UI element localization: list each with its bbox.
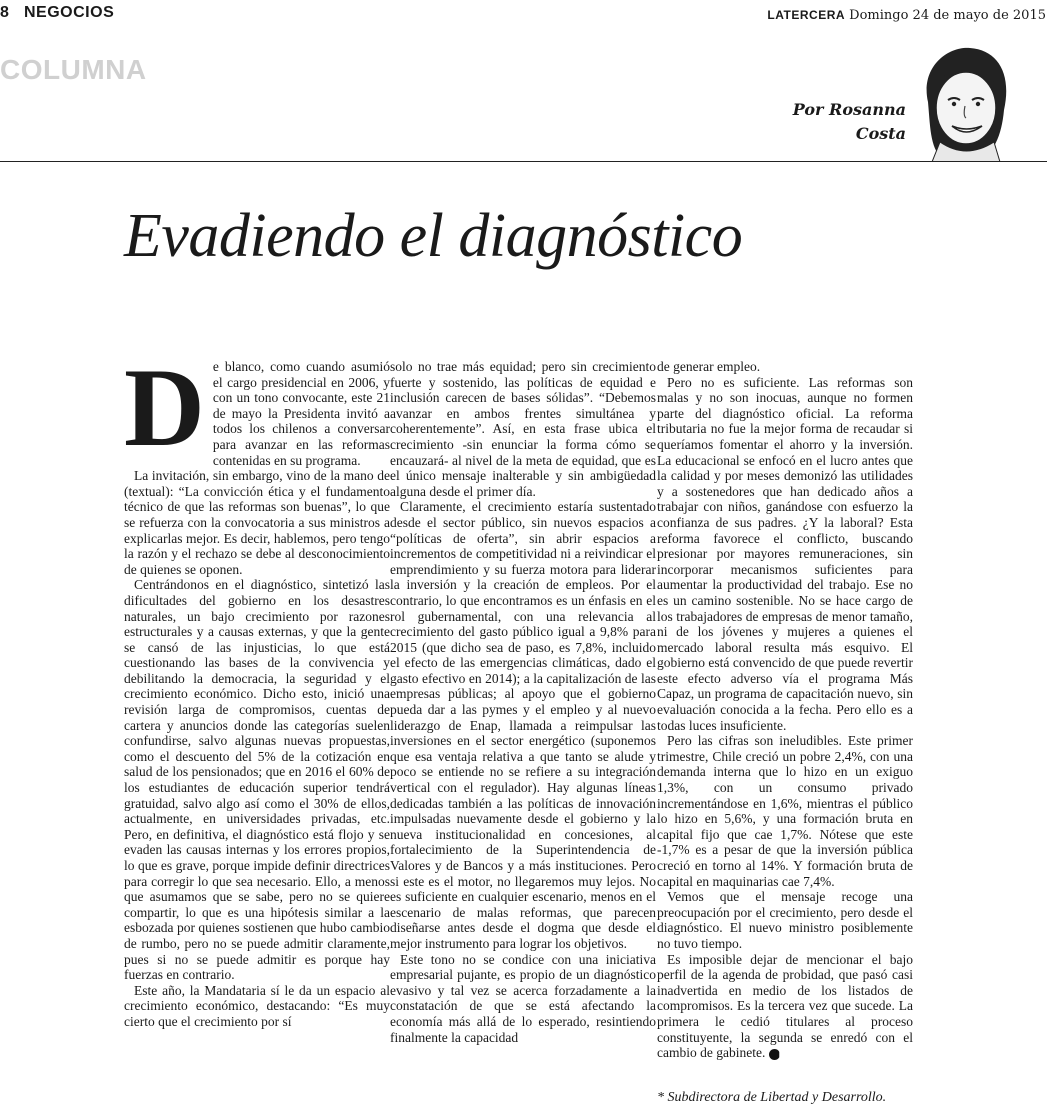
article-headline: Evadiendo el diagnóstico bbox=[124, 202, 743, 270]
page-header bbox=[0, 0, 1058, 28]
paragraph: Pero las cifras son ineludibles. Este primer trimestre, Chile creció un pobre 2,4%, con una demanda interna que lo hizo en un exiguo 1,3%, con un consumo privado incrementándose en 1,6%, mientras el público lo hizo en 5,6%, y una formación bruta en capital fijo que cae 1,7%. Nótese que este -1,7% es a pesar de que la inversión pública creció en torno al 14%. Y formación bruta de capital en maquinarias cae 7,4%. bbox=[657, 733, 913, 889]
paragraph: La invitación, sin embargo, vino de la mano de (textual): “La convicción ética y el fundamento técnico de que las reformas son buenas”, lo que se refuerza con la convocatoria a sus ministros a explicarlas mejor. Es decir, hablemos, pero tengo la razón y el rechazo se debe al desconocimiento de quienes se oponen. bbox=[124, 468, 390, 577]
paragraph: Pero no es suficiente. Las reformas son malas y no son inocuas, aunque no formen parte del diagnóstico oficial. La reforma tributaria no fue la mejor forma de recaudar si queríamos fomentar el ahorro y la inversión. La educacional se enfocó en el lucro antes que la calidad y por meses demonizó las utilidades y a sostenedores que han dedicado años a trabajar con niños, ganándose con esfuerzo la confianza de sus padres. ¿Y la laboral? Esta reforma favorece el conflicto, buscando presionar por mayores remuneraciones, sin incorporar mecanismos suficientes para aumentar la productividad del trabajo. Ese no es un camino sostenible. No se hace cargo de los trabajadores de empresas de menor tamaño, ni de los jóvenes y mujeres a quienes el mercado laboral resulta más esquivo. El gobierno está convencido de que puede revertir este efecto adverso vía el programa Más Capaz, un programa de capacitación nuevo, sin evaluación conocida a la fecha. Pero ello es a todas luces insuficiente. bbox=[657, 374, 913, 733]
drop-cap: D bbox=[124, 346, 205, 470]
article-column-1 bbox=[124, 346, 390, 1030]
masthead bbox=[767, 8, 1046, 23]
author-byline bbox=[746, 98, 906, 146]
publication-date: Domingo 24 de mayo de 2015 bbox=[849, 8, 1046, 23]
newspaper-name: LATERCERA bbox=[767, 8, 846, 22]
article-column-2 bbox=[390, 359, 656, 1045]
column-kicker: COLUMNA bbox=[0, 54, 147, 85]
article-column-3 bbox=[657, 359, 913, 1061]
paragraph: de generar empleo. bbox=[657, 359, 761, 374]
paragraph: Centrándonos en el diagnóstico, sintetizó las dificultades del gobierno en los desastres naturales, un bajo crecimiento por razones estructurales y a causas externas, y que la gente se cansó de las injusticias, lo que está cuestionando las bases de la convivencia y debilitando la democracia, la seguridad y el crecimiento económico. Dicho esto, inició una revisión larga de compromisos, cuentas de cartera y anuncios donde las categorías suelen confundirse, salvo algunas nuevas propuestas, como el descuento del 5% de la cotización en salud de los pensionados; que en 2016 el 60% de los estudiantes de educación superior tendrá gratuidad, salvo algo así como el 30% de ellos, actualmente, en universidades privadas, etc. Pero, en definitiva, el diagnóstico está flojo y se evaden las causas internas y los errores propios, lo que es grave, porque impide definir directrices para corregir lo que sea necesario. Ello, a menos que asumamos que se sabe, pero no se quiere compartir, lo que es una hipótesis similar a la esbozada por quienes sostienen que hubo cambio de rumbo, pero no se puede admitir claramente, pues si no se puede admitir es porque hay fuerzas en contrario. bbox=[124, 577, 390, 983]
paragraph bbox=[657, 952, 913, 1061]
paragraph: e blanco, como cuando asumió el cargo presidencial en 2006, y con un tono convocante, este 21 de mayo la Presidenta invitó a todos los chilenos a conversar para avanzar en las reformas contenidas en su programa. bbox=[212, 359, 390, 468]
paragraph: Este tono no se condice con una iniciativa empresarial pujante, es propio de un diagnóstico evasivo y tal vez se acerca forzadamente a la constatación de que se está afectando la economía más allá de lo esperado, resintiendo finalmente la capacidad bbox=[390, 951, 656, 1045]
paragraph: Este año, la Mandataria sí le da un espacio al crecimiento económico, destacando: “Es muy cierto que el crecimiento por sí bbox=[124, 982, 390, 1029]
paragraph-text: Es imposible dejar de mencionar el bajo perfil de la agenda de probidad, que pasó casi inadvertida en medio de los listados de compromisos. Es la tercera vez que sucede. La primera le cedió titulares al proceso constituyente, la segunda se enredó con el cambio de gabinete. bbox=[657, 951, 913, 1061]
author-portrait bbox=[908, 42, 1018, 162]
header-divider bbox=[0, 161, 1047, 162]
section-name: NEGOCIOS bbox=[24, 4, 115, 21]
author-line-1: Por Rosanna bbox=[792, 100, 906, 119]
paragraph: Claramente, el crecimiento estaría sustentado desde el sector público, sin nuevos espacios a “políticas de oferta”, sin abrir espacios a incrementos de competitividad ni a reivindicar el emprendimiento y su fuerza motora para liderar la inversión y la creación de empleos. Por el contrario, lo que encontramos es un énfasis en el rol gubernamental, con una relevancia al crecimiento del gasto público igual a 9,8% para 2015 (que dicho sea de paso, es 7,8%, incluido el efecto de las emergencias climáticas, dado el gasto efectivo en 2014); a la capitalización de las empresas públicas; al apoyo que el gobierno pueda dar a las pymes y el empleo y al nuevo liderazgo de Enap, llamada a reimpulsar las inversiones en el sector energético (suponemos que esa ventaja relativa a que tanto se alude y poco se entiende no se refiere a su integración vertical con el regulador). Hay algunas líneas dedicadas también a las políticas de innovación impulsadas nuevamente desde el gobierno y la nueva institucionalidad en concesiones, al fortalecimiento de la Superintendencia de Valores y de Bancos y a más instituciones. Pero si este es el motor, no llegaremos muy lejos. No es suficiente en cualquier escenario, menos en el escenario de malas reformas, que parecen diseñarse antes desde el dogma que desde el mejor instrumento para lograr los objetivos. bbox=[390, 499, 656, 951]
page-number: 8 bbox=[0, 4, 9, 21]
portrait-illustration bbox=[927, 48, 1007, 162]
author-line-2: Costa bbox=[855, 124, 906, 143]
paragraph: Vemos que el mensaje recoge una preocupación por el crecimiento, pero desde el diagnóstico. El nuevo ministro posiblemente no tuvo tiempo. bbox=[657, 889, 913, 951]
end-mark-icon: N bbox=[769, 1049, 780, 1060]
author-footnote: * Subdirectora de Libertad y Desarrollo. bbox=[657, 1090, 887, 1105]
paragraph: solo no trae más equidad; pero sin crecimiento fuerte y sostenido, las políticas de equidad e inclusión carecen de bases sólidas”. “Debemos avanzar en ambos frentes simultánea y coherentemente”. Así, en esta frase ubica el crecimiento -sin enunciar la forma cómo se encauzará- al nivel de la meta de equidad, que es el único mensaje inalterable y sin ambigüedad alguna desde el primer día. bbox=[390, 359, 656, 499]
